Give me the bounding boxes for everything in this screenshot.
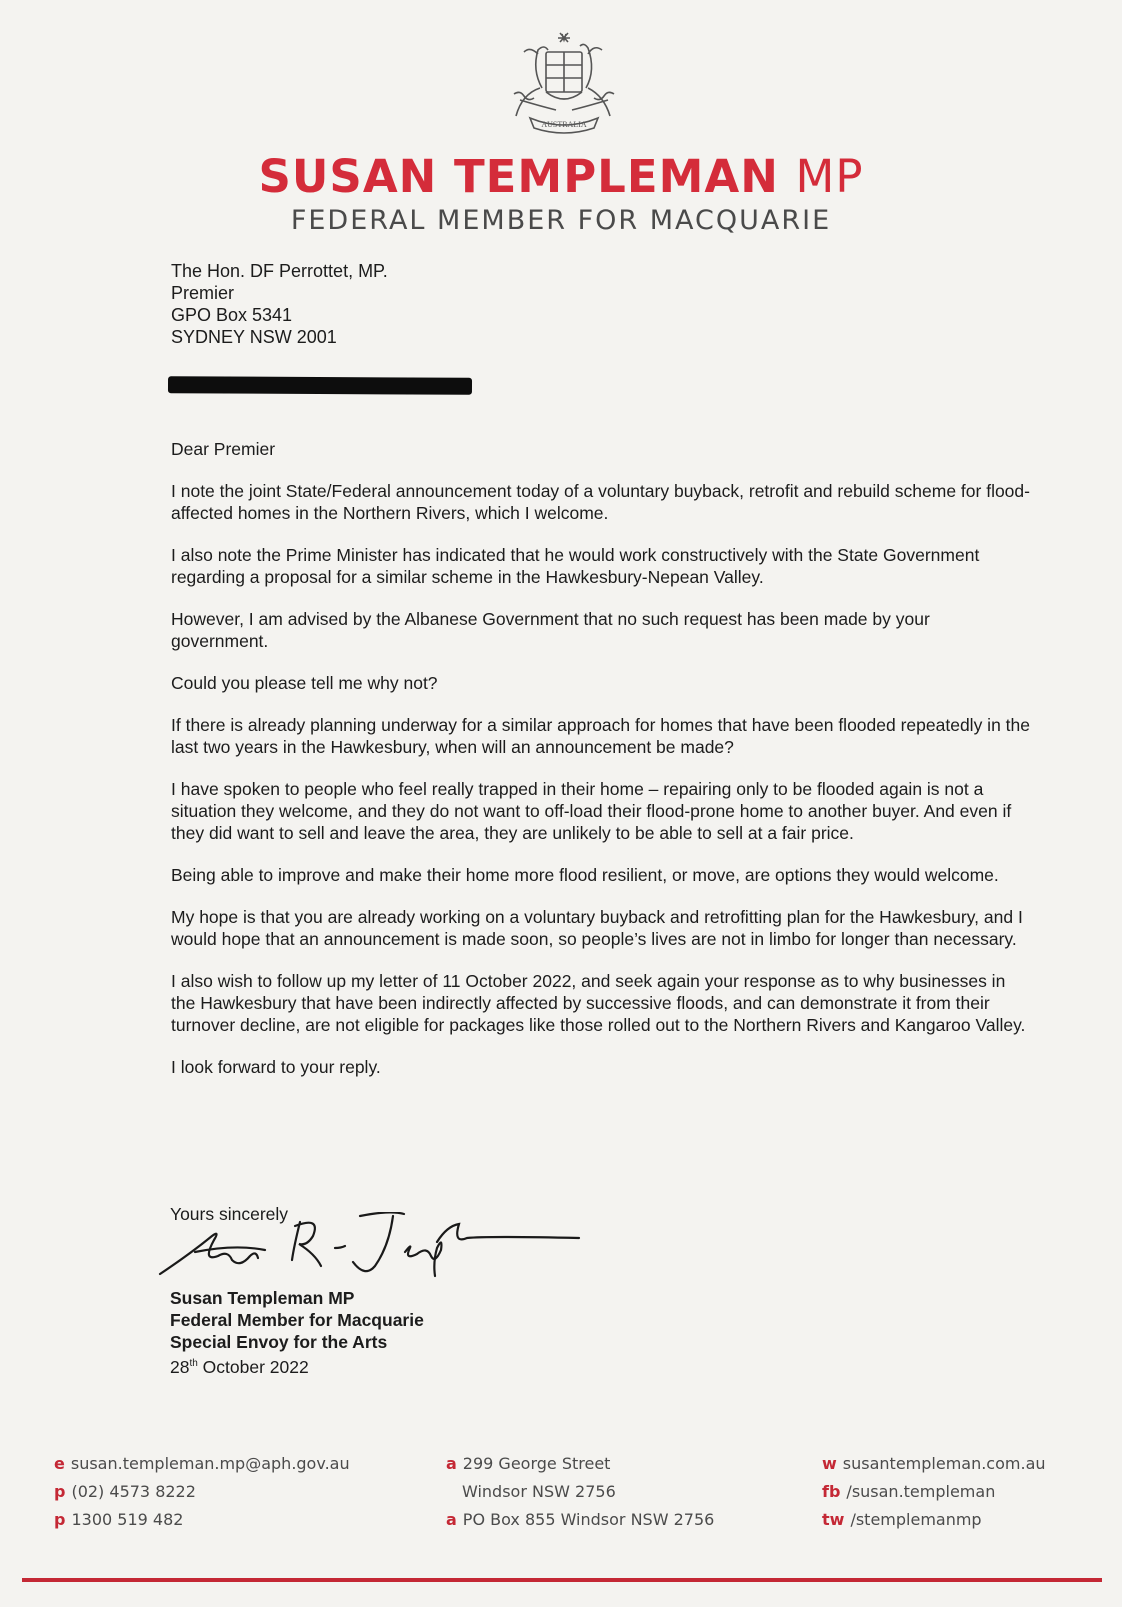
signatory-title: Federal Member for Macquarie (170, 1310, 424, 1330)
svg-text:AUSTRALIA: AUSTRALIA (541, 120, 587, 129)
address-line: SYDNEY NSW 2001 (171, 327, 337, 347)
mp-name-text: SUSAN TEMPLEMAN (258, 150, 779, 203)
paragraph: Being able to improve and make their home more flood resilient, or move, are options they would welcome. (171, 865, 999, 885)
footer-phone: p 1300 519 482 (54, 1510, 184, 1529)
paragraph: However, I am advised by the Albanese Government that no such request has been made by your government. (171, 609, 930, 651)
salutation: Dear Premier (171, 439, 276, 459)
closing: Yours sincerely (170, 1204, 289, 1224)
letter-date: 28th October 2022 (170, 1356, 309, 1377)
footer-website: w susantempleman.com.au (822, 1454, 1046, 1473)
footer-address-column (446, 1450, 714, 1534)
paragraph: My hope is that you are already working on a voluntary buyback and retrofitting plan for the Hawkesbury, and I would hope that an announcement is made soon, so people’s lives are not in limbo for longer than necessary. (171, 907, 1023, 949)
coat-of-arms-icon (500, 30, 628, 138)
footer-street-address-line2: Windsor NSW 2756 (462, 1482, 616, 1501)
signatory-name: Susan Templeman MP (170, 1288, 355, 1308)
signature-block (170, 1287, 424, 1378)
footer-facebook: fb /susan.templeman (822, 1482, 996, 1501)
letterhead-role: FEDERAL MEMBER FOR MACQUARIE (290, 205, 832, 236)
paragraph: I have spoken to people who feel really trapped in their home – repairing only to be flooded again is not a situation they welcome, and they do not want to off-load their flood-prone home to another buyer. And even if they did want to sell and leave the area, they are unlikely to be able to sell at a fair price. (171, 779, 1012, 843)
paragraph: I also wish to follow up my letter of 11 October 2022, and seek again your response as to why businesses in the Hawkesbury that have been indirectly affected by successive floods, and can demonstrate it from their turnover decline, are not eligible for packages like those rolled out to the Northern Rivers and Kangaroo Valley. (171, 971, 1026, 1035)
footer-twitter: tw /stemplemanmp (822, 1510, 982, 1529)
footer-web-column (822, 1450, 1046, 1534)
footer-contact-column (54, 1450, 350, 1534)
address-line: GPO Box 5341 (171, 305, 293, 325)
paragraph: Could you please tell me why not? (171, 673, 438, 693)
footer-email: e susan.templeman.mp@aph.gov.au (54, 1454, 350, 1473)
signatory-role: Special Envoy for the Arts (170, 1332, 388, 1352)
redaction-bar (168, 376, 472, 395)
recipient-address (171, 260, 388, 348)
address-line: The Hon. DF Perrottet, MP. (171, 261, 388, 281)
letter-body (171, 438, 1031, 1098)
footer-phone: p (02) 4573 8222 (54, 1482, 196, 1501)
letterhead-name (0, 150, 1122, 203)
paragraph: I note the joint State/Federal announcement today of a voluntary buyback, retrofit and rebuild scheme for flood-affected homes in the Northern Rivers, which I welcome. (171, 481, 1030, 523)
address-line: Premier (171, 283, 235, 303)
footer-rule (22, 1578, 1102, 1582)
paragraph: If there is already planning underway for a similar approach for homes that have been flooded repeatedly in the last two years in the Hawkesbury, when will an announcement be made? (171, 715, 1030, 757)
paragraph: I look forward to your reply. (171, 1057, 381, 1077)
mp-suffix: MP (795, 150, 864, 203)
footer-postal-address: a PO Box 855 Windsor NSW 2756 (446, 1510, 715, 1529)
footer-street-address: a 299 George Street (446, 1454, 611, 1473)
signature-icon (155, 1212, 595, 1287)
paragraph: I also note the Prime Minister has indicated that he would work constructively with the State Government regarding a proposal for a similar scheme in the Hawkesbury-Nepean Valley. (171, 545, 980, 587)
